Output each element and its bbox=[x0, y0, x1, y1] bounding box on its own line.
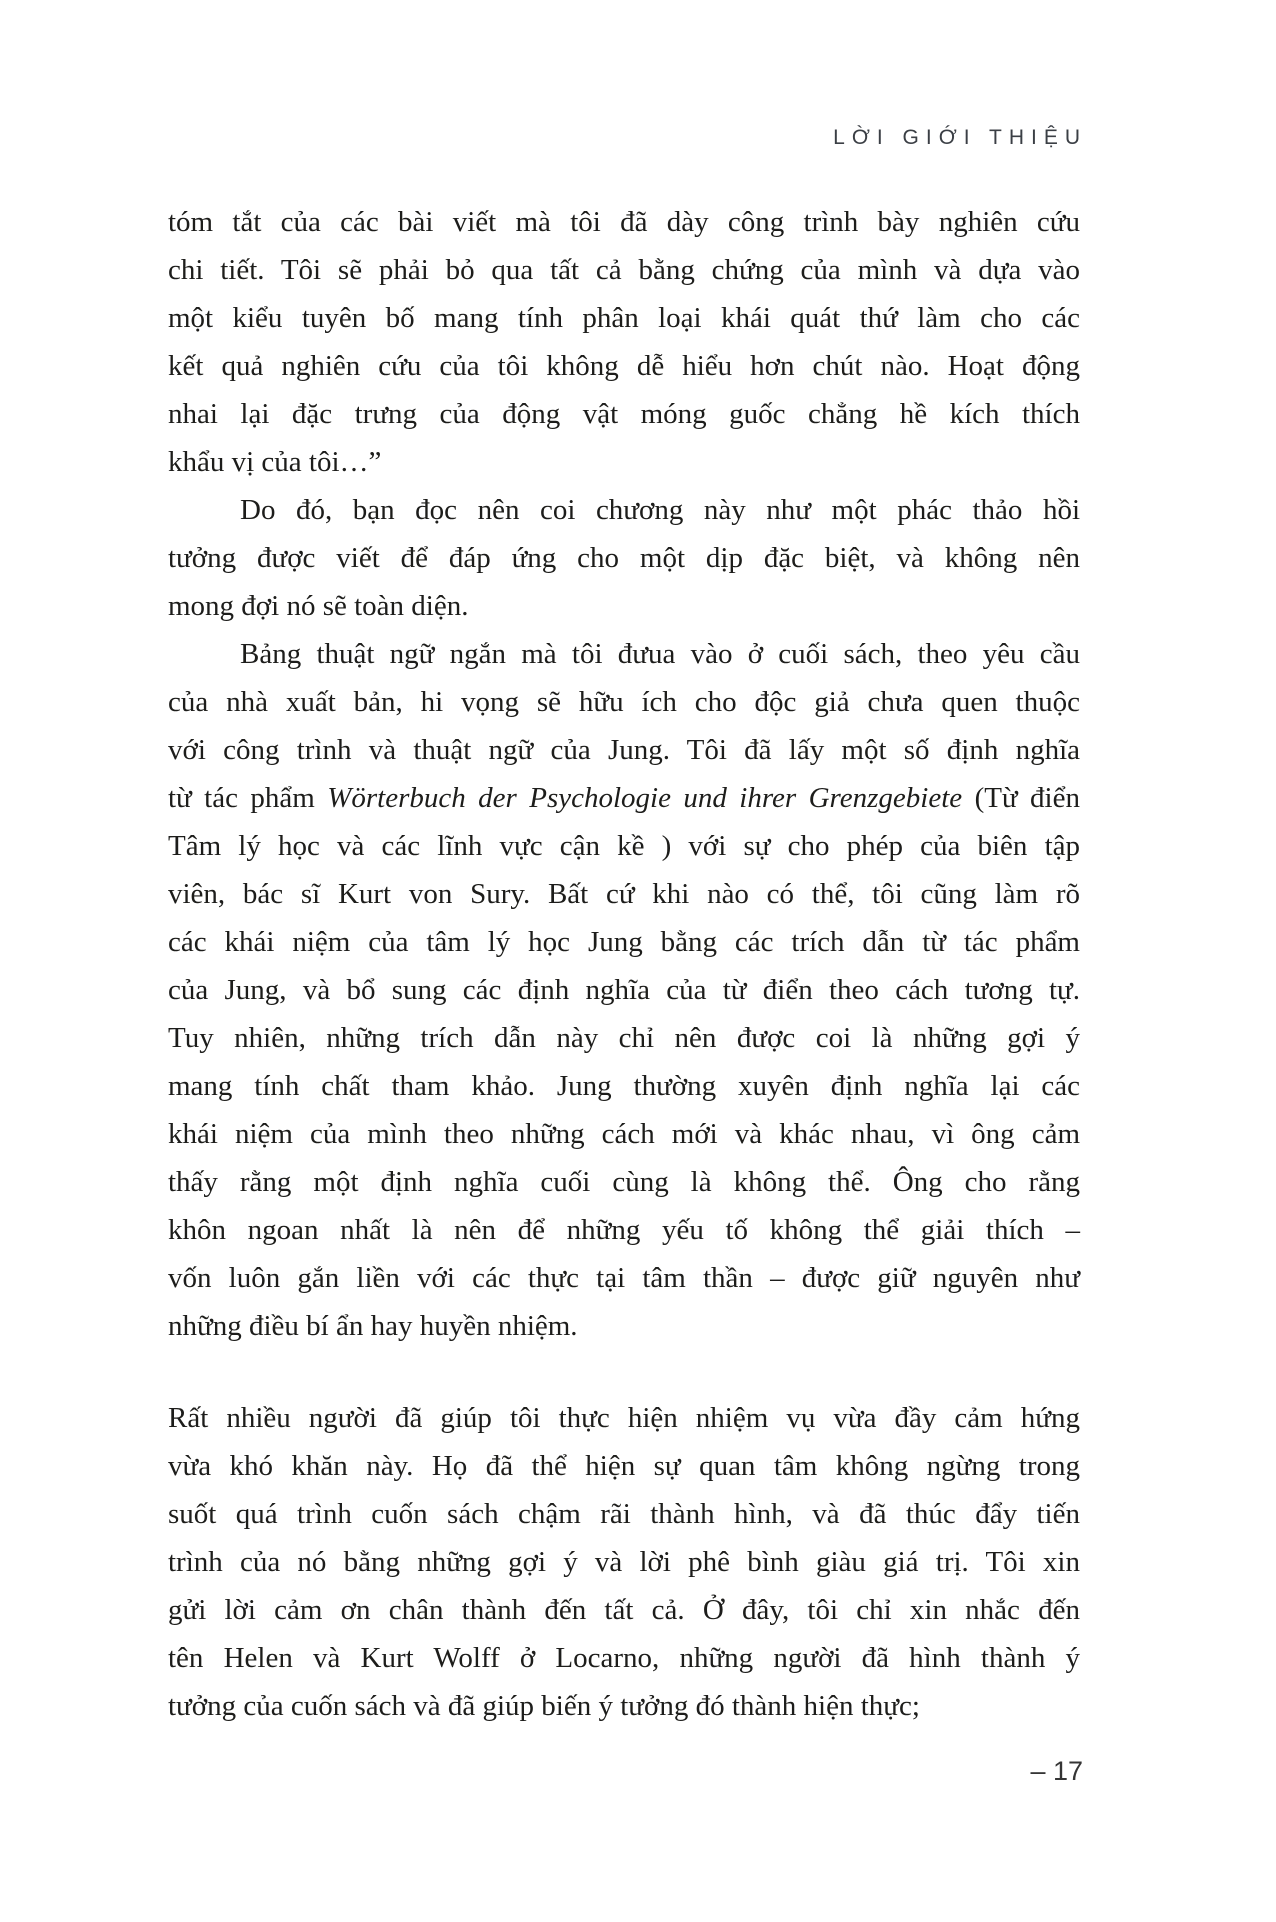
text-line bbox=[168, 1634, 1080, 1682]
text-segment: của nhà xuất bản, hi vọng sẽ hữu ích cho độc giả chưa quen thuộc bbox=[168, 686, 1080, 718]
text-segment: tên Helen và Kurt Wolff ở Locarno, những người đã hình thành ý bbox=[168, 1642, 1080, 1674]
text-block bbox=[168, 198, 1080, 1730]
text-segment: vốn luôn gắn liền với các thực tại tâm thần – được giữ nguyên như bbox=[168, 1262, 1080, 1294]
text-segment: kết quả nghiên cứu của tôi không dễ hiểu hơn chút nào. Hoạt động bbox=[168, 350, 1080, 382]
text-line bbox=[168, 246, 1080, 294]
text-line bbox=[168, 438, 1080, 486]
text-line bbox=[168, 1254, 1080, 1302]
text-line bbox=[168, 918, 1080, 966]
text-line bbox=[168, 1302, 1080, 1350]
text-segment: với công trình và thuật ngữ của Jung. Tôi đã lấy một số định nghĩa bbox=[168, 734, 1080, 766]
book-title-italic: Wörterbuch der Psychologie und ihrer Grenzgebiete bbox=[327, 782, 963, 814]
text-segment: khôn ngoan nhất là nên để những yếu tố không thể giải thích – bbox=[168, 1214, 1080, 1246]
text-line bbox=[168, 726, 1080, 774]
text-line bbox=[168, 1158, 1080, 1206]
text-line bbox=[168, 1490, 1080, 1538]
paragraph bbox=[168, 1394, 1080, 1730]
text-segment: thấy rằng một định nghĩa cuối cùng là không thể. Ông cho rằng bbox=[168, 1166, 1080, 1198]
page-number: – 17 bbox=[1030, 1756, 1083, 1786]
text-segment: gửi lời cảm ơn chân thành đến tất cả. Ở đây, tôi chỉ xin nhắc đến bbox=[168, 1594, 1080, 1626]
paragraph bbox=[168, 198, 1080, 486]
paragraph bbox=[168, 630, 1080, 1350]
text-segment: Do đó, bạn đọc nên coi chương này như một phác thảo hồi bbox=[240, 494, 1080, 526]
text-segment: mong đợi nó sẽ toàn diện. bbox=[168, 590, 469, 622]
text-segment: trình của nó bằng những gợi ý và lời phê bình giàu giá trị. Tôi xin bbox=[168, 1546, 1080, 1578]
text-line bbox=[168, 534, 1080, 582]
text-line bbox=[168, 630, 1080, 678]
text-line bbox=[168, 774, 1080, 822]
text-line bbox=[168, 870, 1080, 918]
text-segment: khẩu vị của tôi…” bbox=[168, 446, 382, 478]
text-segment: chi tiết. Tôi sẽ phải bỏ qua tất cả bằng chứng của mình và dựa vào bbox=[168, 254, 1080, 286]
text-line bbox=[168, 342, 1080, 390]
text-segment: viên, bác sĩ Kurt von Sury. Bất cứ khi nào có thể, tôi cũng làm rõ bbox=[168, 878, 1080, 910]
text-line bbox=[168, 1538, 1080, 1586]
text-segment: của Jung, và bổ sung các định nghĩa của từ điển theo cách tương tự. bbox=[168, 974, 1080, 1006]
text-segment: tưởng của cuốn sách và đã giúp biến ý tưởng đó thành hiện thực; bbox=[168, 1690, 920, 1722]
text-segment: nhai lại đặc trưng của động vật móng guốc chẳng hề kích thích bbox=[168, 398, 1080, 430]
text-segment: khái niệm của mình theo những cách mới và khác nhau, vì ông cảm bbox=[168, 1118, 1080, 1150]
text-segment: tưởng được viết để đáp ứng cho một dịp đặc biệt, và không nên bbox=[168, 542, 1080, 574]
text-segment: (Từ điển bbox=[962, 782, 1080, 814]
text-line bbox=[168, 294, 1080, 342]
text-line bbox=[168, 1394, 1080, 1442]
text-segment: những điều bí ẩn hay huyền nhiệm. bbox=[168, 1310, 578, 1342]
text-line bbox=[168, 1206, 1080, 1254]
text-line bbox=[168, 822, 1080, 870]
text-line bbox=[168, 1110, 1080, 1158]
paragraph bbox=[168, 486, 1080, 630]
text-segment: vừa khó khăn này. Họ đã thể hiện sự quan tâm không ngừng trong bbox=[168, 1450, 1080, 1482]
text-line bbox=[168, 1442, 1080, 1490]
text-line bbox=[168, 1586, 1080, 1634]
text-segment: suốt quá trình cuốn sách chậm rãi thành hình, và đã thúc đẩy tiến bbox=[168, 1498, 1080, 1530]
text-segment: Tâm lý học và các lĩnh vực cận kề ) với sự cho phép của biên tập bbox=[168, 830, 1080, 862]
text-segment: các khái niệm của tâm lý học Jung bằng các trích dẫn từ tác phẩm bbox=[168, 926, 1080, 958]
text-segment: từ tác phẩm bbox=[168, 782, 328, 814]
text-line bbox=[168, 1062, 1080, 1110]
text-line bbox=[168, 678, 1080, 726]
text-line bbox=[168, 390, 1080, 438]
running-header: LỜI GIỚI THIỆU bbox=[833, 126, 1087, 149]
text-line bbox=[168, 966, 1080, 1014]
text-line bbox=[168, 486, 1080, 534]
text-segment: một kiểu tuyên bố mang tính phân loại khái quát thứ làm cho các bbox=[168, 302, 1080, 334]
text-line bbox=[168, 582, 1080, 630]
text-segment: mang tính chất tham khảo. Jung thường xuyên định nghĩa lại các bbox=[168, 1070, 1080, 1102]
text-line bbox=[168, 198, 1080, 246]
text-line bbox=[168, 1014, 1080, 1062]
text-segment: Tuy nhiên, những trích dẫn này chỉ nên được coi là những gợi ý bbox=[168, 1022, 1080, 1054]
text-segment: Rất nhiều người đã giúp tôi thực hiện nhiệm vụ vừa đầy cảm hứng bbox=[168, 1402, 1080, 1434]
text-line bbox=[168, 1682, 1080, 1730]
text-segment: tóm tắt của các bài viết mà tôi đã dày công trình bày nghiên cứu bbox=[168, 206, 1080, 238]
text-segment: Bảng thuật ngữ ngắn mà tôi đưua vào ở cuối sách, theo yêu cầu bbox=[240, 638, 1080, 670]
